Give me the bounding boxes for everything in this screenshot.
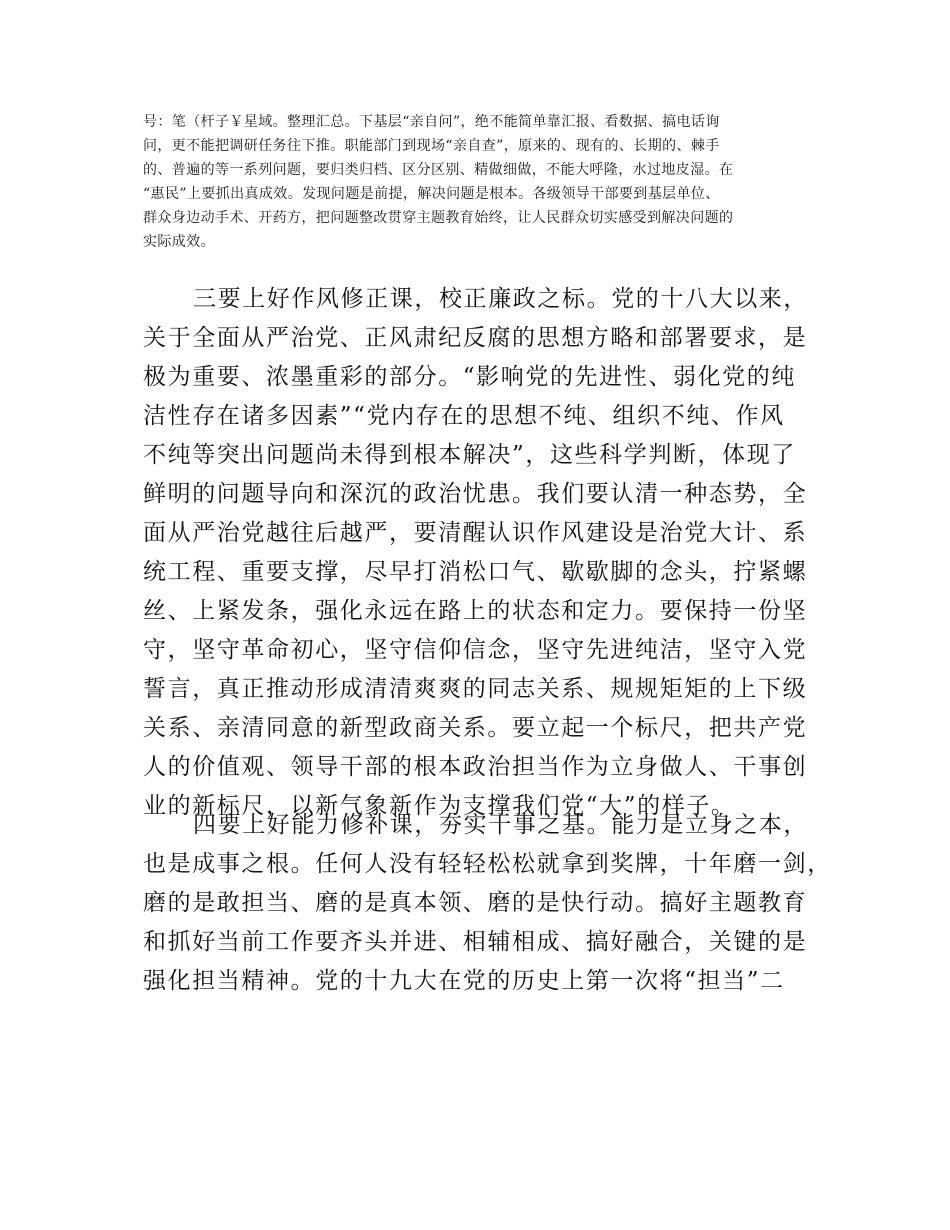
paragraph-line: 洁性存在诸多因素”“党内存在的思想不纯、组织不纯、作风	[143, 403, 785, 429]
paragraph-line: 人的价值观、领导干部的根本政治担当作为立身做人、干事创	[143, 754, 808, 780]
paragraph-three	[143, 280, 823, 826]
intro-paragraph	[143, 110, 813, 254]
intro-line: “惠民”上要抓出真成效。发现问题是前提，解决问题是根本。各级领导干部要到基层单位、	[143, 186, 720, 202]
paragraph-line: 关于全面从严治党、正风肃纪反腐的思想方略和部署要求，是	[143, 325, 808, 351]
paragraph-line: 磨的是敢担当、磨的是真本领、磨的是快行动。搞好主题教育	[143, 890, 808, 916]
paragraph-line: 统工程、重要支撑，尽早打消松口气、歇歇脚的念头，拧紧螺	[143, 559, 808, 585]
paragraph-line: 极为重要、浓墨重彩的部分。“影响党的先进性、弱化党的纯	[143, 364, 796, 390]
paragraph-line: 四要上好能力修补课，夯实干事之基。能力是立身之本，	[193, 812, 808, 838]
paragraph-line: 鲜明的问题导向和深沉的政治忧患。我们要认清一种态势，全	[143, 481, 808, 507]
intro-line: 的、普遍的等一系列问题，要归类归档、区分区别、精做细做，不能大呼隆，水过地皮湿。在	[143, 162, 734, 178]
intro-line: 问，更不能把调研任务往下推。职能部门到现场“亲自查”，原来的、现有的、长期的、棘手	[143, 138, 720, 154]
intro-line: 号：笔（杆子￥星域。整理汇总。下基层“亲自问”，绝不能简单靠汇报、看数据、搞电话询	[143, 114, 720, 130]
intro-line: 群众身边动手术、开药方，把问题整改贯穿主题教育始终，让人民群众切实感受到解决问题的	[143, 210, 734, 226]
paragraph-line: 关系、亲清同意的新型政商关系。要立起一个标尺，把共产党	[143, 715, 808, 741]
paragraph-line: 也是成事之根。任何人没有轻轻松松就拿到奖牌，十年磨一剑，	[143, 851, 832, 877]
paragraph-four	[143, 806, 832, 1001]
paragraph-line: 不纯等突出问题尚未得到根本解决”，这些科学判断，体现了	[143, 442, 796, 468]
paragraph-line: 誓言，真正推动形成清清爽爽的同志关系、规规矩矩的上下级	[143, 676, 808, 702]
paragraph-line: 强化担当精神。党的十九大在党的历史上第一次将“担当”二	[143, 968, 785, 994]
paragraph-line: 面从严治党越往后越严，要清醒认识作风建设是治党大计、系	[143, 520, 808, 546]
paragraph-line: 业的新标尺，以新气象新作为支撑我们党“大”的样子。	[143, 793, 736, 819]
paragraph-line: 丝、上紧发条，强化永远在路上的状态和定力。要保持一份坚	[143, 598, 808, 624]
paragraph-line: 守，坚守革命初心，坚守信仰信念，坚守先进纯洁，坚守入党	[143, 637, 808, 663]
paragraph-line: 三要上好作风修正课，校正廉政之标。党的十八大以来，	[193, 286, 808, 312]
intro-line: 实际成效。	[143, 234, 215, 250]
paragraph-line: 和抓好当前工作要齐头并进、相辅相成、搞好融合，关键的是	[143, 929, 808, 955]
